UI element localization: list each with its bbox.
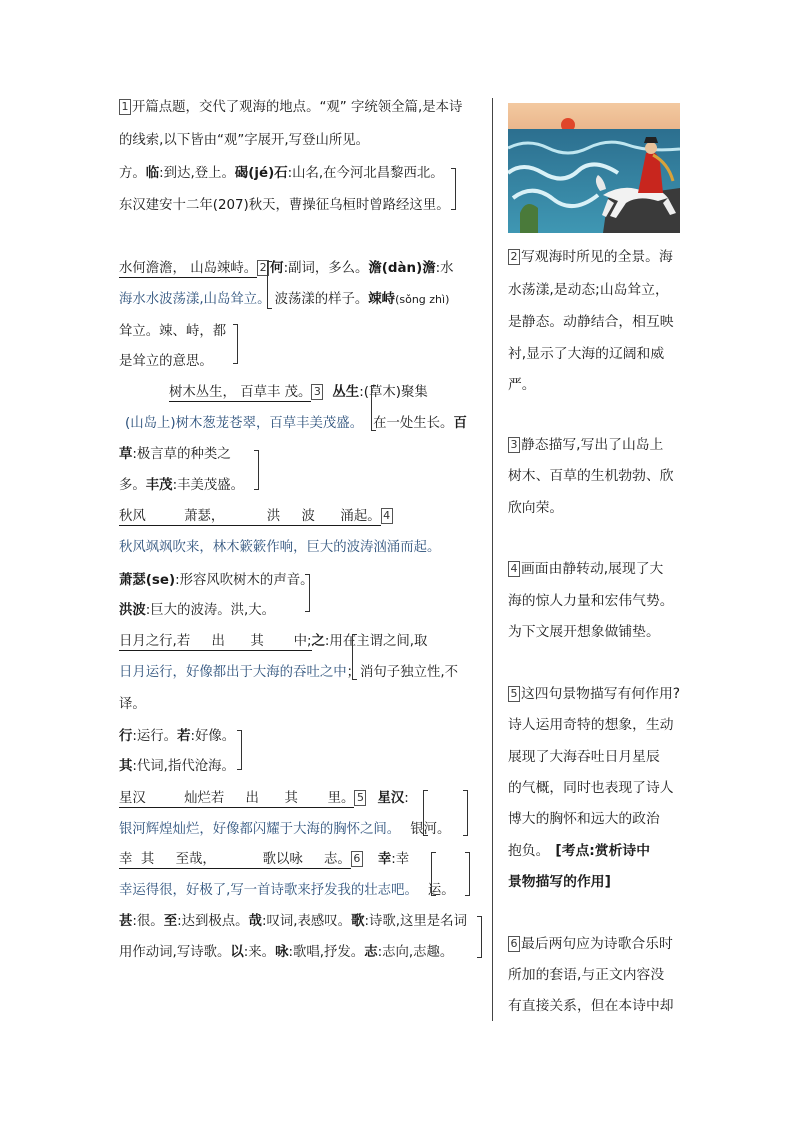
bracket	[254, 450, 259, 490]
gloss-text: :副词，多么。	[283, 261, 369, 276]
annotation-text: 衬,显示了大海的辽阔和威	[508, 346, 665, 362]
annotation-text: 展现了大海吞吐日月星辰	[508, 749, 660, 765]
poem-line	[119, 632, 427, 652]
annotation-line	[508, 465, 674, 487]
gloss-text: 是耸立的意思。	[119, 354, 213, 369]
gloss-text: :代词,指代沧海。	[132, 759, 235, 774]
annotation-text: 写观海时所见的全景。海	[521, 249, 673, 265]
poem-text: 树木丛生， 百草丰 茂。	[169, 385, 312, 400]
bracket	[267, 261, 272, 309]
poem-text: 水何澹澹， 山岛竦峙。	[119, 261, 258, 276]
note-number: 5	[354, 790, 366, 806]
note-number: 5	[508, 686, 520, 702]
gloss-text: :水	[435, 261, 454, 276]
gloss-term: 至	[163, 914, 178, 929]
translation-text: 幸运得很，好极了,写一首诗歌来抒发我的壮志吧。	[119, 883, 418, 898]
translation-text: 秋风飒飒吹来，林木簌簌作响，巨大的波涛汹涌而起。	[119, 540, 441, 555]
gloss-text: 在一处生长。	[373, 416, 454, 431]
annotation-line	[508, 683, 680, 705]
annotation-line	[508, 246, 673, 268]
gloss-text: :诗歌,这里是名词	[364, 914, 467, 929]
note-number: 4	[508, 561, 520, 577]
gloss-text: :幸	[391, 852, 410, 867]
gloss-text: :	[404, 791, 409, 806]
gloss-line	[119, 727, 235, 747]
gloss-term: 歌	[351, 914, 365, 929]
gloss-text: :极言草的种类之	[132, 447, 231, 462]
gloss-line	[119, 445, 231, 465]
gloss-term: 萧瑟(se)	[119, 573, 176, 588]
gloss-term: 行	[119, 729, 133, 744]
gloss-term: 临	[145, 166, 160, 181]
annotation-line	[508, 558, 663, 580]
gloss-term: 澹(dàn)澹	[368, 261, 436, 276]
gloss-line	[119, 322, 226, 342]
gloss-text: 耸立。竦、峙，都	[119, 324, 227, 339]
gloss-text: 译。	[119, 697, 146, 712]
gloss-pinyin: (sǒng zhì)	[395, 293, 450, 306]
annotation-line	[508, 840, 650, 862]
translation-text: 日月运行，好像都出于大海的吞吐之中	[119, 665, 347, 680]
gloss-term: 甚	[119, 914, 133, 929]
note-number: 1	[119, 99, 131, 115]
annotation-line	[508, 434, 663, 456]
note-number: 3	[311, 384, 323, 400]
annotation-text: 画面由静转动,展现了大	[521, 561, 664, 577]
poem-text: 秋风 萧瑟， 洪 波 涌起。	[119, 509, 381, 524]
annotation-text: 欣向荣。	[508, 500, 564, 516]
gloss-text: 方。	[119, 166, 146, 181]
annotation-text: 最后两句应为诗歌合乐时	[521, 936, 673, 952]
annotation-line	[508, 621, 660, 643]
gloss-term: 以	[230, 945, 244, 960]
bracket	[451, 168, 456, 210]
translation-line	[119, 538, 440, 558]
note-number: 4	[381, 508, 393, 524]
exam-point-label: [考点:赏析诗中	[555, 843, 650, 859]
gloss-line	[119, 571, 314, 591]
poem-line	[169, 383, 428, 403]
gloss-term: 碣(jé)石	[234, 166, 288, 181]
annotation-text: 水荡漾,是动态;山岛耸立，	[508, 282, 669, 298]
annotation-line	[508, 808, 660, 830]
annotation-text: 是静态。动静结合，相互映	[508, 314, 674, 330]
bracket	[423, 790, 428, 836]
annotation-line	[508, 746, 660, 768]
annotation-text: 树木、百草的生机勃勃、欣	[508, 468, 674, 484]
gloss-line	[119, 352, 213, 372]
gloss-line	[119, 196, 450, 216]
gloss-line	[119, 601, 275, 621]
annotation-text: 所加的套语,与正文内容没	[508, 967, 665, 983]
annotation-line	[508, 777, 674, 799]
annotation-text: 博大的胸怀和远大的政治	[508, 811, 660, 827]
translation-line	[119, 290, 449, 310]
note-number: 6	[351, 851, 363, 867]
annotation-text: 为下文展开想象做铺垫。	[508, 624, 660, 640]
note-number: 3	[508, 437, 520, 453]
bracket	[477, 916, 482, 958]
gloss-term: 何	[270, 261, 284, 276]
note-number: 2	[257, 260, 269, 276]
annotation-line	[508, 933, 673, 955]
gloss-term: 丛生	[332, 385, 360, 400]
bracket	[237, 730, 242, 770]
translation-text: 银河辉煌灿烂，好像都闪耀于大海的胸怀之间。	[119, 822, 401, 837]
bracket	[431, 852, 436, 896]
gloss-text: 用作动词,写诗歌。	[119, 945, 231, 960]
gloss-term: 之	[311, 634, 325, 649]
gloss-text: :来。	[243, 945, 276, 960]
gloss-line	[119, 164, 444, 184]
translation-text: 海水水波荡漾,山岛耸立。	[119, 292, 271, 307]
bracket	[352, 634, 357, 680]
annotation-line	[508, 714, 674, 736]
gloss-line	[119, 695, 146, 715]
gloss-term: 哉	[248, 914, 262, 929]
bracket	[465, 852, 470, 896]
poem-line	[119, 850, 409, 870]
gloss-line	[119, 912, 467, 932]
note-number: 6	[508, 936, 520, 952]
gloss-term: 若	[177, 729, 191, 744]
gloss-text: :很。	[132, 914, 164, 929]
translation-line	[119, 820, 450, 840]
annotation-text: 有直接关系，但在本诗中却	[508, 998, 674, 1014]
gloss-line	[119, 476, 244, 496]
translation-line	[119, 881, 455, 901]
poem-line	[119, 507, 394, 527]
gloss-text: :用在主谓之间,取	[324, 634, 428, 649]
gloss-text: :志向,志趣。	[377, 945, 454, 960]
annotation-text: 的气概，同时也表现了诗人	[508, 780, 674, 796]
gloss-text: 多。	[119, 478, 146, 493]
gloss-term: 百	[453, 416, 467, 431]
gloss-text: :形容风吹树木的声音。	[175, 573, 314, 588]
gloss-term: 草	[119, 447, 133, 462]
gloss-term: 星汉	[377, 791, 405, 806]
gloss-text: :山名,在今河北昌黎西北。	[287, 166, 444, 181]
bracket	[305, 574, 310, 612]
annotation-text: 静态描写,写出了山岛上	[521, 437, 664, 453]
gloss-text: :叹词,表感叹。	[261, 914, 352, 929]
gloss-text: :达到极点。	[177, 914, 249, 929]
annotation-line	[508, 590, 674, 612]
annotation-line	[508, 311, 674, 333]
translation-line	[119, 663, 458, 683]
annotation-text: 诗人运用奇特的想象，生动	[508, 717, 674, 733]
gloss-text: 东汉建安十二年(207)秋天，曹操征乌桓时曾路经这里。	[119, 198, 450, 213]
gloss-text: :丰美茂盛。	[172, 478, 245, 493]
note-1-line	[119, 131, 369, 151]
translation-text: (山岛上)树木葱茏苍翠，百草丰美茂盛。	[125, 416, 364, 431]
gloss-text: :到达,登上。	[159, 166, 235, 181]
translation-line	[125, 414, 467, 434]
column-divider	[492, 98, 493, 1021]
note-text: 开篇点题，交代了观海的地点。“观” 字统领全篇,是本诗	[132, 100, 463, 115]
gloss-term: 幸	[377, 852, 392, 867]
bracket	[233, 324, 238, 364]
gloss-line	[119, 757, 235, 777]
annotation-line	[508, 374, 536, 396]
gloss-text: :好像。	[190, 729, 236, 744]
gloss-term: 丰茂	[145, 478, 173, 493]
gloss-text: 银河。	[410, 822, 451, 837]
exam-point-label: 景物描写的作用]	[508, 874, 611, 890]
gloss-term: 咏	[275, 945, 289, 960]
gloss-text: 运。	[427, 883, 455, 898]
poem-line	[119, 259, 454, 279]
annotation-text: 抱负。	[508, 843, 550, 859]
annotation-line	[508, 964, 664, 986]
gloss-text: ；消句子独立性,不	[346, 665, 459, 680]
annotation-line	[508, 871, 611, 893]
poem-text: 幸 其 至哉， 歌以咏 志。	[119, 852, 351, 867]
poem-text: 日月之行,若 出 其 中;	[119, 634, 312, 649]
poem-text: 星汉 灿烂若 出 其 里。	[119, 791, 355, 806]
poem-line	[119, 789, 409, 809]
annotation-line	[508, 497, 563, 519]
gloss-term: 其	[119, 759, 133, 774]
gloss-text: 波荡漾的样子。	[274, 292, 369, 307]
gloss-text: :巨大的波涛。洪,大。	[145, 603, 276, 618]
annotation-line	[508, 279, 669, 301]
gloss-text: :歌唱,抒发。	[288, 945, 365, 960]
gloss-line	[119, 943, 453, 963]
gloss-term: 志	[364, 945, 378, 960]
annotation-line	[508, 995, 674, 1017]
note-number: 2	[508, 249, 520, 265]
annotation-text: 海的惊人力量和宏伟气势。	[508, 593, 674, 609]
note-1-line	[119, 98, 462, 118]
gloss-term: 洪波	[119, 603, 146, 618]
illustration-cao-cao-on-horse	[508, 103, 680, 233]
annotation-text: 严。	[508, 377, 536, 393]
annotation-text: 这四句景物描写有何作用?	[521, 686, 681, 702]
gloss-text: :(草木)聚集	[359, 385, 428, 400]
gloss-text: :运行。	[132, 729, 178, 744]
annotation-line	[508, 343, 664, 365]
bracket	[463, 790, 468, 836]
gloss-term: 竦峙	[368, 292, 396, 307]
note-text: 的线索,以下皆由“观”字展开,写登山所见。	[119, 133, 370, 148]
